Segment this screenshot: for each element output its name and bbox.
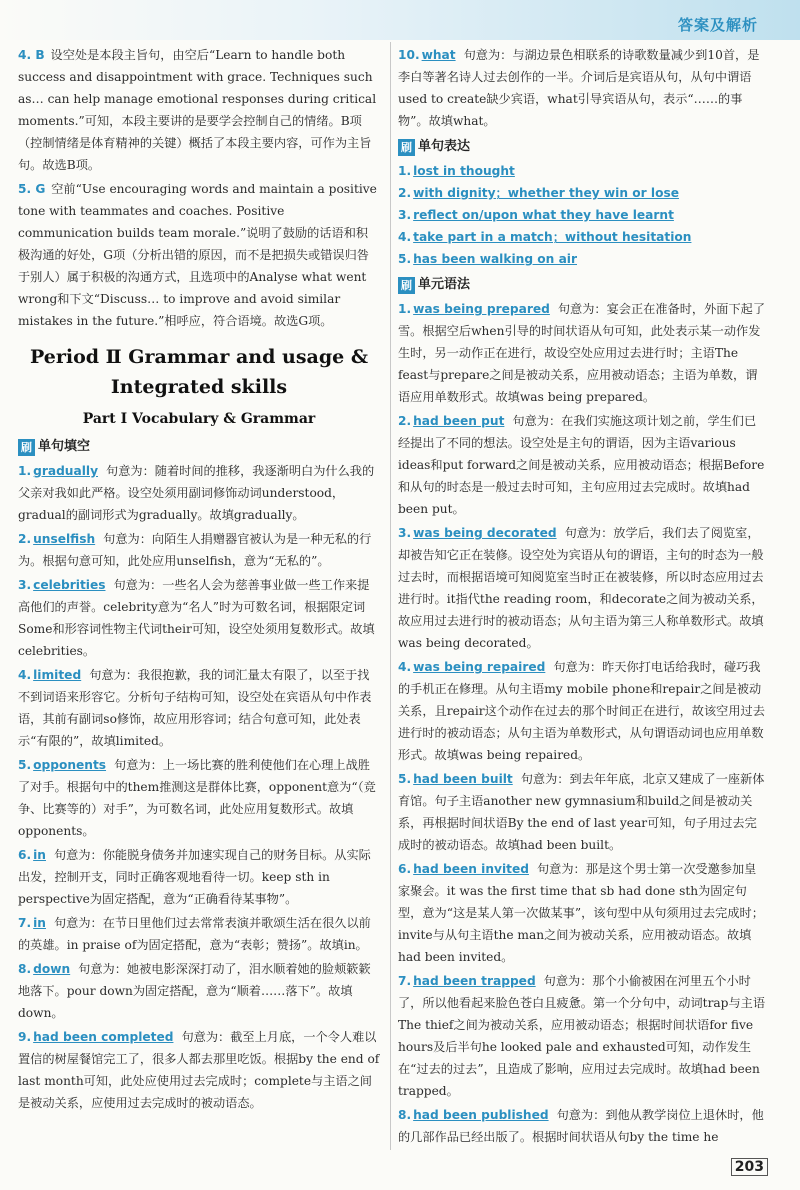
answer-text: take part in a match；without hesitation <box>413 230 692 244</box>
item-text: 句意为：上一场比赛的胜利使他们在心理上战胜了对手。根据句中的them推测这是群体比赛，opponent意为“（竞争、比赛等的）对手”，为可数名词，此处应用复数形式。故填opponents。 <box>18 758 376 838</box>
item-number: 8. <box>398 1108 412 1122</box>
part-title: Part Ⅰ Vocabulary & Grammar <box>82 411 316 427</box>
section-title: 单句填空 <box>38 439 91 454</box>
short-answer <box>398 226 768 248</box>
item-number: 1. <box>398 302 412 316</box>
item-number: 3. <box>18 578 32 592</box>
item-text: 句意为：宴会正在准备时，外面下起了雪。根据空后when引导的时间状语从句可知，此处表示某一动作发生时，另一动作正在进行，故设空处应用过去进行时；主语The feast与prepare之间是被动关系，应用被动语态；主语为单数，谓语应用单数形式。故填was being prepared。 <box>398 302 766 404</box>
answer-text: lost in thought <box>413 164 515 178</box>
item-number: 4. <box>18 668 32 682</box>
list-item <box>18 912 380 956</box>
list-item <box>398 522 768 654</box>
list-item <box>18 844 380 910</box>
item-text: 设空处是本段主旨句，由空后“Learn to handle both success and disappointment with grace. Techniques such as… can help manage emotional responses during critical moments.”可知，本段主要讲的是要学会控制自己的情绪。B项（控制情绪是体育精神的关键）概括了本段主要内容，可作为主旨句。故选B项。 <box>18 48 377 172</box>
answer-text: reflect on/upon what they have learnt <box>413 208 674 222</box>
list-item <box>398 44 768 132</box>
answer-text: has been walking on air <box>413 252 577 266</box>
section-heading <box>398 136 768 158</box>
item-text: 句意为：到他从教学岗位上退休时，他的几部作品已经出版了。根据时间状语从句by the time he <box>398 1108 764 1144</box>
header-title: 答案及解析 <box>677 16 758 34</box>
item-text: 句意为：你能脱身债务并加速实现自己的财务目标。从实际出发，控制开支，同时正确客观地看待一切。keep sth in perspective为固定搭配，意为“正确看待某事物”。 <box>18 848 371 906</box>
item-number: 10. <box>398 48 420 62</box>
item-number: 3. <box>398 208 412 222</box>
list-item <box>398 410 768 520</box>
item-text: 句意为：放学后，我们去了阅览室，却被告知它正在装修。设空处为宾语从句的谓语，主句的时态为一般过去时，而根据语境可知阅览室当时正在被装修，所以时态应用过去进行时。it指代the reading room，和decorate之间为被动关系，故应用过去进行时的被动语态；从句主语为第三人称单数形式。故填was being decorated。 <box>398 526 764 650</box>
list-item <box>18 528 380 572</box>
page-header <box>0 0 800 40</box>
short-answer <box>398 204 768 226</box>
answer-text: was being decorated <box>413 526 557 540</box>
page-number: 203 <box>731 1158 768 1176</box>
item-text: 句意为：我很抱歉，我的词汇量太有限了，以至于找不到词语来形容它。分析句子结构可知，设空处在宾语从句中作表语，其前有副词so修饰，故应用形容词；结合句意可知，此处表示“有限的”，故填limited。 <box>18 668 372 748</box>
item-text: 句意为：与湖边景色相联系的诗歌数量减少到10首，是李白等著名诗人过去创作的一半。介词后是宾语从句，从句中谓语used to create缺少宾语，what引导宾语从句，表示“……的事物”。故填what。 <box>398 48 760 128</box>
short-answer <box>398 160 768 182</box>
list-item <box>398 298 768 408</box>
item-number: 7. <box>398 974 412 988</box>
section-title: 单元语法 <box>418 277 471 292</box>
right-column <box>398 44 768 1150</box>
list-item <box>18 754 380 842</box>
answer-text: had been trapped <box>413 974 536 988</box>
list-item <box>18 1026 380 1114</box>
section-badge: 刷 <box>398 277 415 294</box>
answer-text: celebrities <box>33 578 106 592</box>
item-number: 6. <box>398 862 412 876</box>
item-text: 句意为：昨天你打电话给我时，碰巧我的手机正在修理。从句主语my mobile phone和repair之间是被动关系，且repair这个动作在过去的那个时间正在进行，故该空用过去进行时的被动语态；从句主语为单数形式，从句谓语动词也应用单数形式。故填was being repaired。 <box>398 660 765 762</box>
item-number: 5. G <box>18 182 46 196</box>
answer-text: what <box>421 48 456 62</box>
item-number: 2. <box>398 414 412 428</box>
answer-text: gradually <box>33 464 99 478</box>
item-number: 3. <box>398 526 412 540</box>
short-answer <box>398 248 768 270</box>
answer-text: was being prepared <box>413 302 550 316</box>
item-text: 空前“Use encouraging words and maintain a positive tone with teammates and coaches. Positive communication builds team morale.”说明了鼓励的话语和积极沟通的好处，G项（分析出错的原因，而不是把损失或错误归咎于别人）属于积极的沟通方式，且选项中的Analyse what went wrong和下文“Discuss… to improve and avoid similar mistakes in the future.”相呼应，符合语境。故选G项。 <box>18 182 377 328</box>
section-badge: 刷 <box>18 439 35 456</box>
item-text: 句意为：那个小偷被困在河里五个小时了，所以他看起来脸色苍白且疲惫。第一个分句中，动词trap与主语The thief之间为被动关系，应用被动语态；根据时间状语for five hours及后半句he looked pale and exhausted可知，动作发生在“过去的过去”，且造成了影响，应用过去完成时。故填had been trapped。 <box>398 974 766 1098</box>
section-badge: 刷 <box>398 139 415 156</box>
item-number: 2. <box>18 532 32 546</box>
answer-text: had been published <box>413 1108 549 1122</box>
item-text: 句意为：在我们实施这项计划之前，学生们已经提出了不同的想法。设空处是主句的谓语，因为主语various ideas和put forward之间是被动关系，应用被动语态；根据Before和从句的时态是一般过去时可知，主句应用过去完成时。故填had been put。 <box>398 414 765 516</box>
answer-text: with dignity；whether they win or lose <box>413 186 679 200</box>
answer-text: opponents <box>33 758 107 772</box>
item-number: 1. <box>398 164 412 178</box>
answer-text: was being repaired <box>413 660 546 674</box>
item-text: 句意为：她被电影深深打动了，泪水顺着她的脸颊簌簌地落下。pour down为固定搭配，意为“顺着……落下”。故填down。 <box>18 962 371 1020</box>
left-column <box>18 44 380 1116</box>
item-number: 1. <box>18 464 32 478</box>
answer-text: in <box>33 916 46 930</box>
short-answer <box>398 182 768 204</box>
item-number: 4. B <box>18 48 45 62</box>
section-heading <box>18 436 380 458</box>
list-item <box>18 460 380 526</box>
item-text: 句意为：那是这个男士第一次受邀参加皇家聚会。it was the first time that sb had done sth为固定句型，意为“这是某人第一次做某事”，该句型中从句须用过去完成时；invite与从句主语the man之间为被动关系，应用被动语态。故填had been invited。 <box>398 862 764 964</box>
item-text: 句意为：一些名人会为慈善事业做一些工作来提高他们的声誉。celebrity意为“名人”时为可数名词，根据限定词Some和形容词性物主代词their可知，设空处须用复数形式。故填celebrities。 <box>18 578 375 658</box>
item-text: 句意为：到去年年底，北京又建成了一座新体育馆。句子主语another new gymnasium和build之间是被动关系，再根据时间状语By the end of last year可知，句子用过去完成时的被动语态。故填had been built。 <box>398 772 765 852</box>
item-text: 句意为：截至上月底，一个令人难以置信的树屋餐馆完工了，很多人都去那里吃饭。根据by the end of last month可知，此处应使用过去完成时；complete与主语之间是被动关系，应使用过去完成时的被动语态。 <box>18 1030 380 1110</box>
item-number: 4. <box>398 660 412 674</box>
item-number: 5. <box>18 758 32 772</box>
list-item <box>18 664 380 752</box>
list-item <box>398 858 768 968</box>
item-number: 2. <box>398 186 412 200</box>
item-text: 句意为：向陌生人捐赠器官被认为是一种无私的行为。根据句意可知，此处应用unselfish，意为“无私的”。 <box>18 532 372 568</box>
answer-text: down <box>33 962 71 976</box>
period-title: Period Ⅱ Grammar and usage & Integrated skills <box>30 346 368 398</box>
item-number: 8. <box>18 962 32 976</box>
item-number: 5. <box>398 252 412 266</box>
list-item <box>18 44 380 176</box>
list-item <box>18 958 380 1024</box>
answer-text: had been put <box>413 414 505 428</box>
answer-text: limited <box>33 668 82 682</box>
item-number: 6. <box>18 848 32 862</box>
answer-text: in <box>33 848 46 862</box>
section-heading <box>398 274 768 296</box>
item-number: 4. <box>398 230 412 244</box>
item-number: 9. <box>18 1030 32 1044</box>
list-item <box>398 1104 768 1148</box>
answer-text: had been invited <box>413 862 529 876</box>
list-item <box>398 656 768 766</box>
list-item <box>18 178 380 332</box>
list-item <box>18 574 380 662</box>
section-title: 单句表达 <box>418 139 471 154</box>
column-divider <box>390 42 391 1150</box>
item-number: 5. <box>398 772 412 786</box>
answer-text: had been completed <box>33 1030 174 1044</box>
answer-text: unselfish <box>33 532 96 546</box>
item-number: 7. <box>18 916 32 930</box>
list-item <box>398 970 768 1102</box>
item-text: 句意为：在节日里他们过去常常表演并歌颂生活在很久以前的英雄。in praise of为固定搭配，意为“表彰；赞扬”。故填in。 <box>18 916 371 952</box>
list-item <box>398 768 768 856</box>
answer-text: had been built <box>413 772 513 786</box>
item-text: 句意为：随着时间的推移，我逐渐明白为什么我的父亲对我如此严格。设空处须用副词修饰动词understood，gradual的副词形式为gradually。故填gradually。 <box>18 464 375 522</box>
